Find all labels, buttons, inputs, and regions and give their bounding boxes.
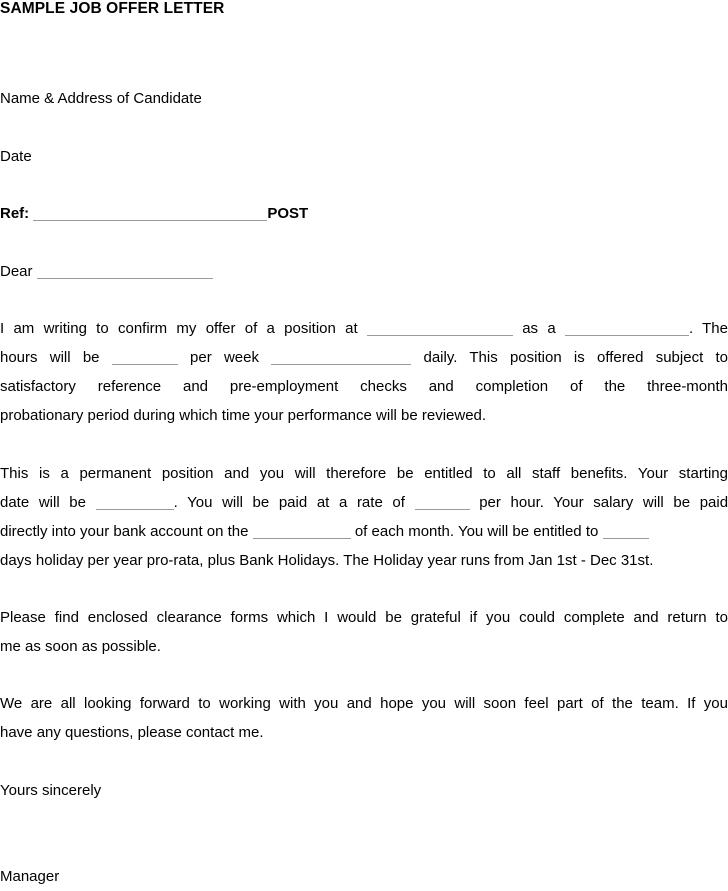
para2-line1: This is a permanent position and you will therefore be entitled to all staff benefits. Your starting [0,465,728,482]
paragraph-4 [0,689,728,747]
closing-line: Yours sincerely [0,782,102,799]
ref-blank[interactable] [33,204,267,221]
days-blank[interactable] [271,348,411,365]
holiday-days-blank[interactable] [603,522,649,539]
candidate-line: Name & Address of Candidate [0,90,202,107]
para2-line3: directly into your bank account on the of each month. You will be entitled to [0,517,728,546]
position-blank[interactable] [367,319,513,336]
para2-line4: days holiday per year pro-rata, plus Bank Holidays. The Holiday year runs from Jan 1st - Dec 31st. [0,552,654,569]
start-date-blank[interactable] [96,493,174,510]
signatory-line: Manager [0,868,60,885]
pay-day-blank[interactable] [253,522,351,539]
dear-line [0,257,213,286]
dear-label: Dear [0,263,33,280]
ref-post: POST [267,205,309,222]
paragraph-3 [0,603,728,661]
rate-blank[interactable] [415,493,470,510]
role-blank[interactable] [565,319,689,336]
paragraph-2 [0,459,728,575]
ref-line [0,199,308,228]
dear-blank[interactable] [37,262,213,279]
para1-line4: probationary period during which time your performance will be reviewed. [0,407,487,424]
hours-blank[interactable] [112,348,178,365]
para1-line2: hours will be per week daily. This position is offered subject to [0,349,728,366]
letter-title: SAMPLE JOB OFFER LETTER [0,0,225,17]
para1-line1: I am writing to confirm my offer of a position at as a . The [0,320,728,337]
ref-label: Ref: [0,205,30,222]
para2-line2: date will be . You will be paid at a rate of per hour. Your salary will be paid [0,494,728,511]
para3-line2: me as soon as possible. [0,638,161,655]
para4-line2: have any questions, please contact me. [0,724,264,741]
para1-line3: satisfactory reference and pre-employment checks and completion of the three-month [0,378,728,395]
para3-line1: Please find enclosed clearance forms which I would be grateful if you could complete and return to [0,609,728,626]
para4-line1: We are all looking forward to working with you and hope you will soon feel part of the team. If you [0,695,728,712]
date-line: Date [0,148,32,165]
paragraph-1 [0,314,728,430]
